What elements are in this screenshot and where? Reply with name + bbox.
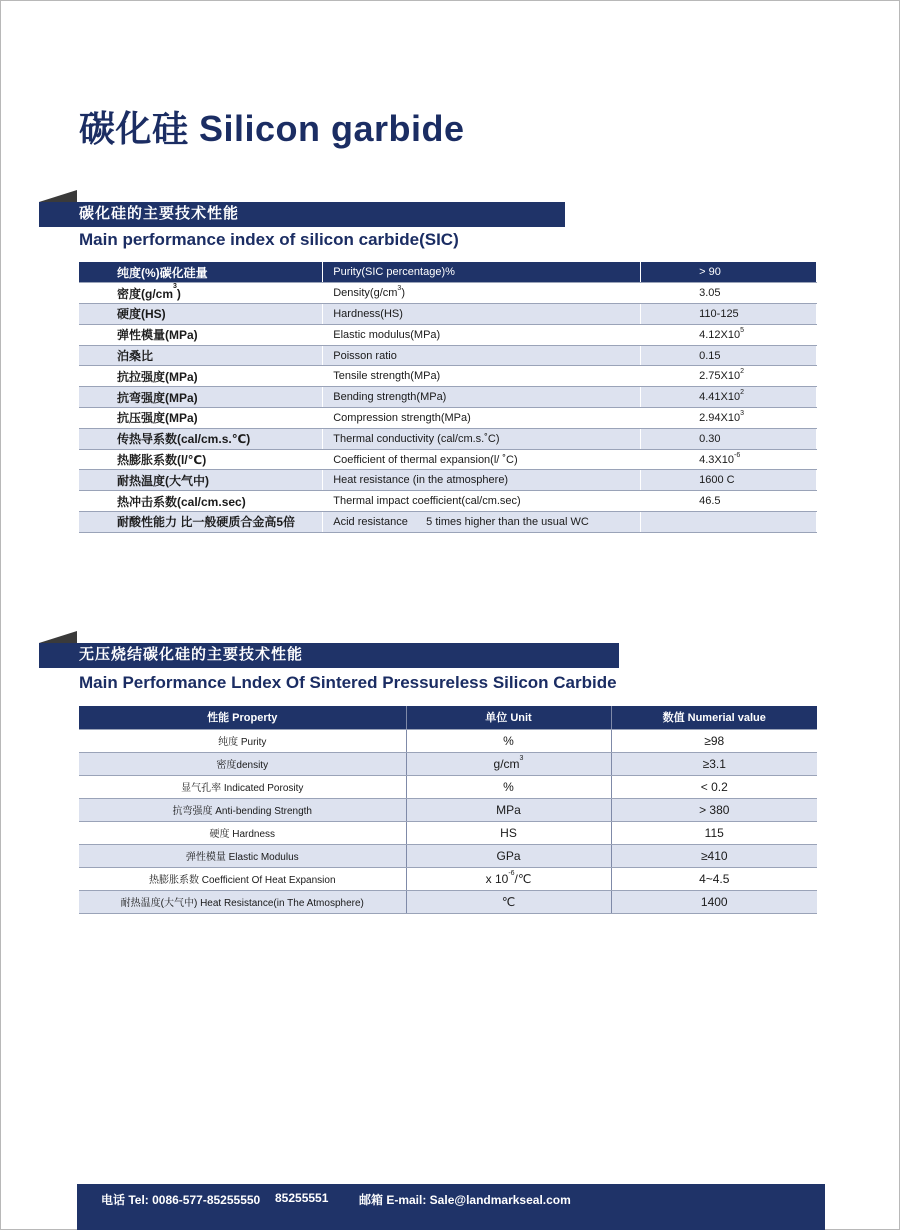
table-row bbox=[79, 867, 817, 890]
property-en: Thermal conductivity (cal/cm.s.˚C) bbox=[323, 428, 641, 449]
value-cell: 4~4.5 bbox=[611, 867, 817, 890]
table-row bbox=[79, 283, 817, 304]
table-row bbox=[79, 366, 817, 387]
value-cell: 1400 bbox=[611, 890, 817, 913]
property-cn: 密度$(g/cm^3)$ bbox=[79, 283, 323, 304]
property-en: Hardness(HS) bbox=[323, 304, 641, 325]
table-row bbox=[79, 408, 817, 429]
table-row bbox=[79, 491, 817, 512]
property-value: 110-125 bbox=[641, 304, 817, 325]
property-value: 3.05 bbox=[641, 283, 817, 304]
unit-cell: % bbox=[406, 729, 611, 752]
value-cell: ≥98 bbox=[611, 729, 817, 752]
column-header-unit: 单位 Unit bbox=[406, 706, 611, 729]
table-row bbox=[79, 470, 817, 491]
property-en: Compression strength(MPa) bbox=[323, 408, 641, 429]
property-cell: 密度density bbox=[79, 752, 406, 775]
table-row bbox=[79, 304, 817, 325]
page-title: 碳化硅 Silicon garbide bbox=[79, 108, 465, 149]
property-value: $4.3X10^{-6}$ bbox=[641, 449, 817, 470]
section2-title-cn: 无压烧结碳化硅的主要技术性能 bbox=[39, 643, 619, 668]
property-cell: 显气孔率 Indicated Porosity bbox=[79, 775, 406, 798]
unit-cell: HS bbox=[406, 821, 611, 844]
footer-email: 邮箱 E-mail: Sale@landmarkseal.com bbox=[359, 1193, 571, 1207]
property-cn: 热膨胀系数(l/℃) bbox=[79, 449, 323, 470]
table-row bbox=[79, 387, 817, 408]
section-corner-decoration bbox=[39, 631, 77, 643]
table-row bbox=[79, 752, 817, 775]
property-value: 1600 C bbox=[641, 470, 817, 491]
unit-cell: $g/cm^3$ bbox=[406, 752, 611, 775]
property-value: > 90 bbox=[641, 262, 817, 283]
sic-performance-table bbox=[79, 262, 817, 533]
property-cell: 热膨胀系数 Coefficient Of Heat Expansion bbox=[79, 867, 406, 890]
property-cn: 硬度(HS) bbox=[79, 304, 323, 325]
property-cn: 热冲击系数(cal/cm.sec) bbox=[79, 491, 323, 512]
unit-cell: GPa bbox=[406, 844, 611, 867]
value-cell: ≥3.1 bbox=[611, 752, 817, 775]
property-en: Tensile strength(MPa) bbox=[323, 366, 641, 387]
property-cell: 硬度 Hardness bbox=[79, 821, 406, 844]
table-row bbox=[79, 890, 817, 913]
sintered-sic-table bbox=[79, 706, 817, 914]
property-value: $2.94X10^3$ bbox=[641, 408, 817, 429]
property-value: $4.41X10^2$ bbox=[641, 387, 817, 408]
unit-cell: % bbox=[406, 775, 611, 798]
contact-footer bbox=[77, 1184, 825, 1230]
property-cell: 抗弯强度 Anti-bending Strength bbox=[79, 798, 406, 821]
property-cn: 抗拉强度(MPa) bbox=[79, 366, 323, 387]
table-row bbox=[79, 428, 817, 449]
property-cn: 耐热温度(大气中) bbox=[79, 470, 323, 491]
section1-title-cn: 碳化硅的主要技术性能 bbox=[39, 202, 565, 227]
footer-phone: 电话 Tel: 0086-577-85255550 bbox=[101, 1193, 261, 1207]
table-row bbox=[79, 844, 817, 867]
property-cn: 传热导系数(cal/cm.s.℃) bbox=[79, 428, 323, 449]
table-row bbox=[79, 729, 817, 752]
property-en: $Density(g/cm^3)$ bbox=[323, 283, 641, 304]
table-row bbox=[79, 821, 817, 844]
unit-cell: ℃ bbox=[406, 890, 611, 913]
footer-phone-2: 85255551 bbox=[275, 1191, 329, 1205]
property-cn: 泊桑比 bbox=[79, 345, 323, 366]
table-row bbox=[79, 324, 817, 345]
column-header-value: 数值 Numerial value bbox=[611, 706, 817, 729]
property-en: Coefficient of thermal expansion(l/ ˚C) bbox=[323, 449, 641, 470]
value-cell: > 380 bbox=[611, 798, 817, 821]
table-row bbox=[79, 345, 817, 366]
property-cell: 弹性模量 Elastic Modulus bbox=[79, 844, 406, 867]
property-cn: 抗压强度(MPa) bbox=[79, 408, 323, 429]
property-en: Heat resistance (in the atmosphere) bbox=[323, 470, 641, 491]
property-value: $2.75X10^2$ bbox=[641, 366, 817, 387]
property-en: Poisson ratio bbox=[323, 345, 641, 366]
property-en: Thermal impact coefficient(cal/cm.sec) bbox=[323, 491, 641, 512]
table-row bbox=[79, 798, 817, 821]
property-value: $4.12X10^5$ bbox=[641, 324, 817, 345]
property-value bbox=[641, 512, 817, 533]
table-row bbox=[79, 262, 817, 283]
property-en: Acid resistance 5 times higher than the usual WC bbox=[323, 512, 641, 533]
property-en: Elastic modulus(MPa) bbox=[323, 324, 641, 345]
section-corner-decoration bbox=[39, 190, 77, 202]
property-value: 0.30 bbox=[641, 428, 817, 449]
value-cell: ≥410 bbox=[611, 844, 817, 867]
column-header-property: 性能 Property bbox=[79, 706, 406, 729]
property-cn: 耐酸性能力 比一般硬质合金高5倍 bbox=[79, 512, 323, 533]
section1-title-en: Main performance index of silicon carbide(SIC) bbox=[79, 230, 459, 249]
property-cell: 耐热温度(大气中) Heat Resistance(in The Atmosphere) bbox=[79, 890, 406, 913]
property-value: 0.15 bbox=[641, 345, 817, 366]
property-value: 46.5 bbox=[641, 491, 817, 512]
property-cn: 纯度(%)碳化硅量 bbox=[79, 262, 323, 283]
property-cn: 弹性模量(MPa) bbox=[79, 324, 323, 345]
section2-title-en: Main Performance Lndex Of Sintered Pressureless Silicon Carbide bbox=[79, 673, 617, 692]
property-cell: 纯度 Purity bbox=[79, 729, 406, 752]
property-cn: 抗弯强度(MPa) bbox=[79, 387, 323, 408]
table-row bbox=[79, 775, 817, 798]
value-cell: 115 bbox=[611, 821, 817, 844]
table-header-row bbox=[79, 706, 817, 729]
table-row bbox=[79, 449, 817, 470]
value-cell: < 0.2 bbox=[611, 775, 817, 798]
property-en: Bending strength(MPa) bbox=[323, 387, 641, 408]
property-en: Purity(SIC percentage)% bbox=[323, 262, 641, 283]
table-row bbox=[79, 512, 817, 533]
unit-cell: MPa bbox=[406, 798, 611, 821]
unit-cell: x $10^{-6}/℃$ bbox=[406, 867, 611, 890]
